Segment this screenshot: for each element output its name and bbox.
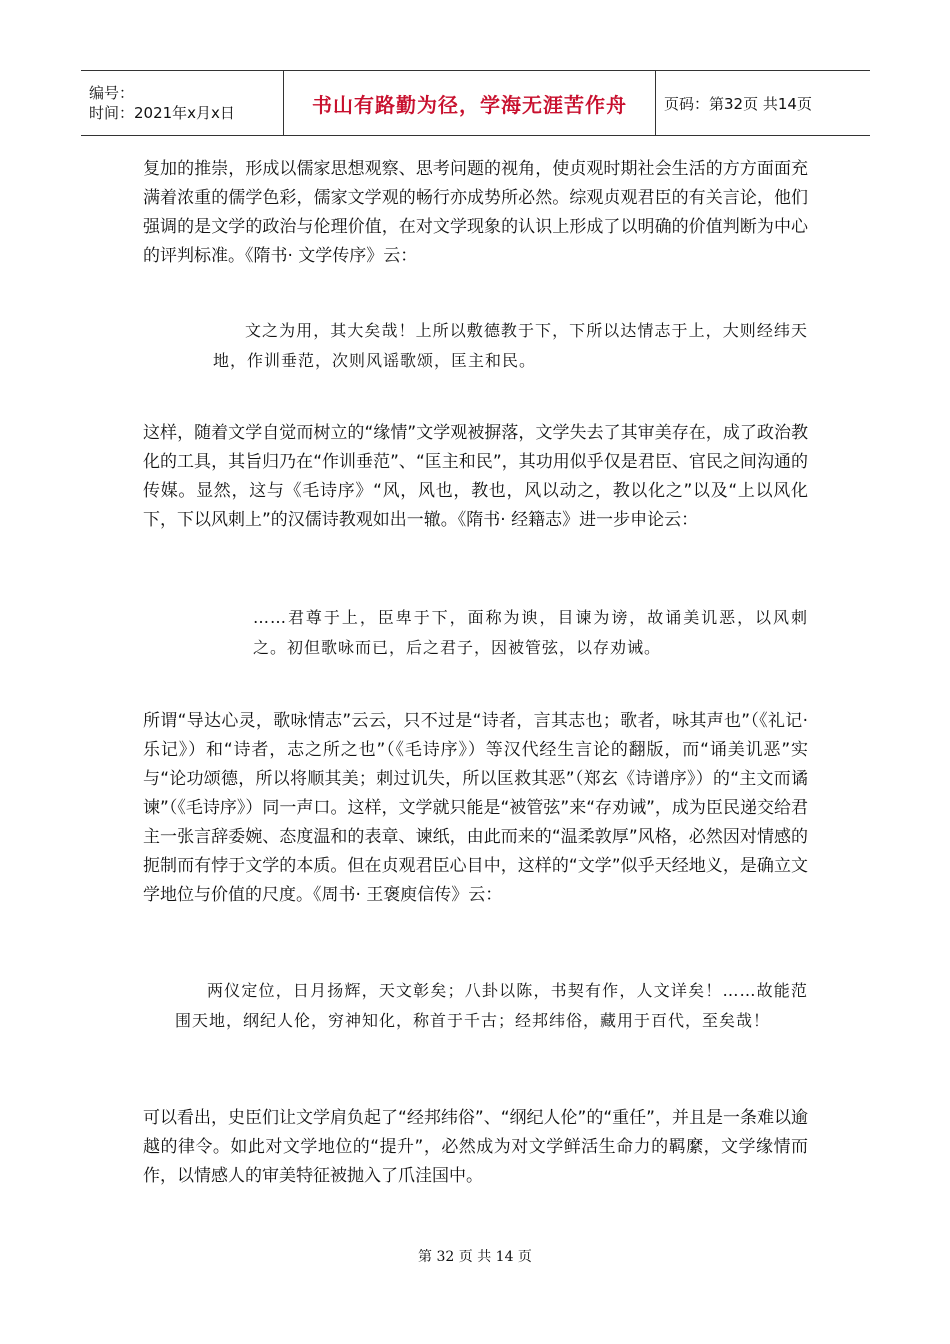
page-header: [81, 70, 870, 136]
header-motto-cell: [283, 71, 656, 135]
header-motto: 书山有路勤为径，学海无涯苦作舟: [312, 92, 627, 117]
quote-3: 两仪定位，日月扬辉，天文彰矣；八卦以陈，书契有作，人文详矣！……故能范围天地，纲纪人伦，穷神知化，称首于千古；经邦纬俗，藏用于百代，至矣哉！: [175, 981, 808, 1030]
page-code-text: 页码：第32页 共14页: [664, 94, 812, 113]
quote-2: ……君尊于上，臣卑于下，面称为谀，目谏为谤，故诵美讥恶，以风刺之。初但歌咏而已，后之君子，因被管弦，以存劝诫。: [253, 608, 808, 657]
paragraph-4: 可以看出，史臣们让文学肩负起了“经邦纬俗”、“纲纪人伦”的“重任”，并且是一条难以逾越的律令。如此对文学地位的“提升”，必然成为对文学鲜活生命力的羁縻，文学缘情而作，以情感人的审美特征被抛入了爪洼国中。: [143, 1108, 808, 1186]
document-number-label: 编号：: [89, 84, 135, 102]
document-date: 时间：2021年x月x日: [89, 104, 235, 122]
paragraph-3: 所谓“导达心灵，歌咏情志”云云，只不过是“诗者，言其志也；歌者，咏其声也”（《礼记· 乐记》）和“诗者，志之所之也”（《毛诗序》）等汉代经生言论的翻版，而“诵美讥恶”实与“论功颂德，所以将顺其美；刺过讥失，所以匡救其恶”（郑玄《诗谱序》）的“主文而谲谏”（《毛诗序》）同一声口。这样，文学就只能是“被管弦”来“存劝诫”，成为臣民递交给君主一张言辞委婉、态度温和的表章、谏纸，由此而来的“温柔敦厚”风格，必然因对情感的扼制而有悖于文学的本质。但在贞观君臣心目中，这样的“文学”似乎天经地义，是确立文学地位与价值的尺度。《周书· 王褒庾信传》云：: [143, 711, 808, 905]
paragraph-1: 复加的推崇，形成以儒家思想观察、思考问题的视角，使贞观时期社会生活的方方面面充满着浓重的儒学色彩，儒家文学观的畅行亦成势所必然。综观贞观君臣的有关言论，他们强调的是文学的政治与伦理价值，在对文学现象的认识上形成了以明确的价值判断为中心的评判标准。《隋书· 文学传序》云：: [143, 159, 808, 266]
quote-1: 文之为用，其大矣哉！上所以敷德教于下，下所以达情志于上，大则经纬天地，作训垂范，次则风谣歌颂，匡主和民。: [213, 321, 808, 370]
paragraph-2: 这样，随着文学自觉而树立的“缘情”文学观被摒落，文学失去了其审美存在，成了政治教化的工具，其旨归乃在“作训垂范”、“匡主和民”，其功用似乎仅是君臣、官民之间沟通的传媒。显然，这与《毛诗序》“风，风也，教也，风以动之，教以化之”以及“上以风化下，下以风刺上”的汉儒诗教观如出一辙。《隋书· 经籍志》进一步申论云：: [143, 423, 808, 530]
header-page-code: [656, 71, 870, 135]
header-meta: [81, 71, 283, 135]
page-footer: 第 32 页 共 14 页: [418, 1249, 532, 1265]
